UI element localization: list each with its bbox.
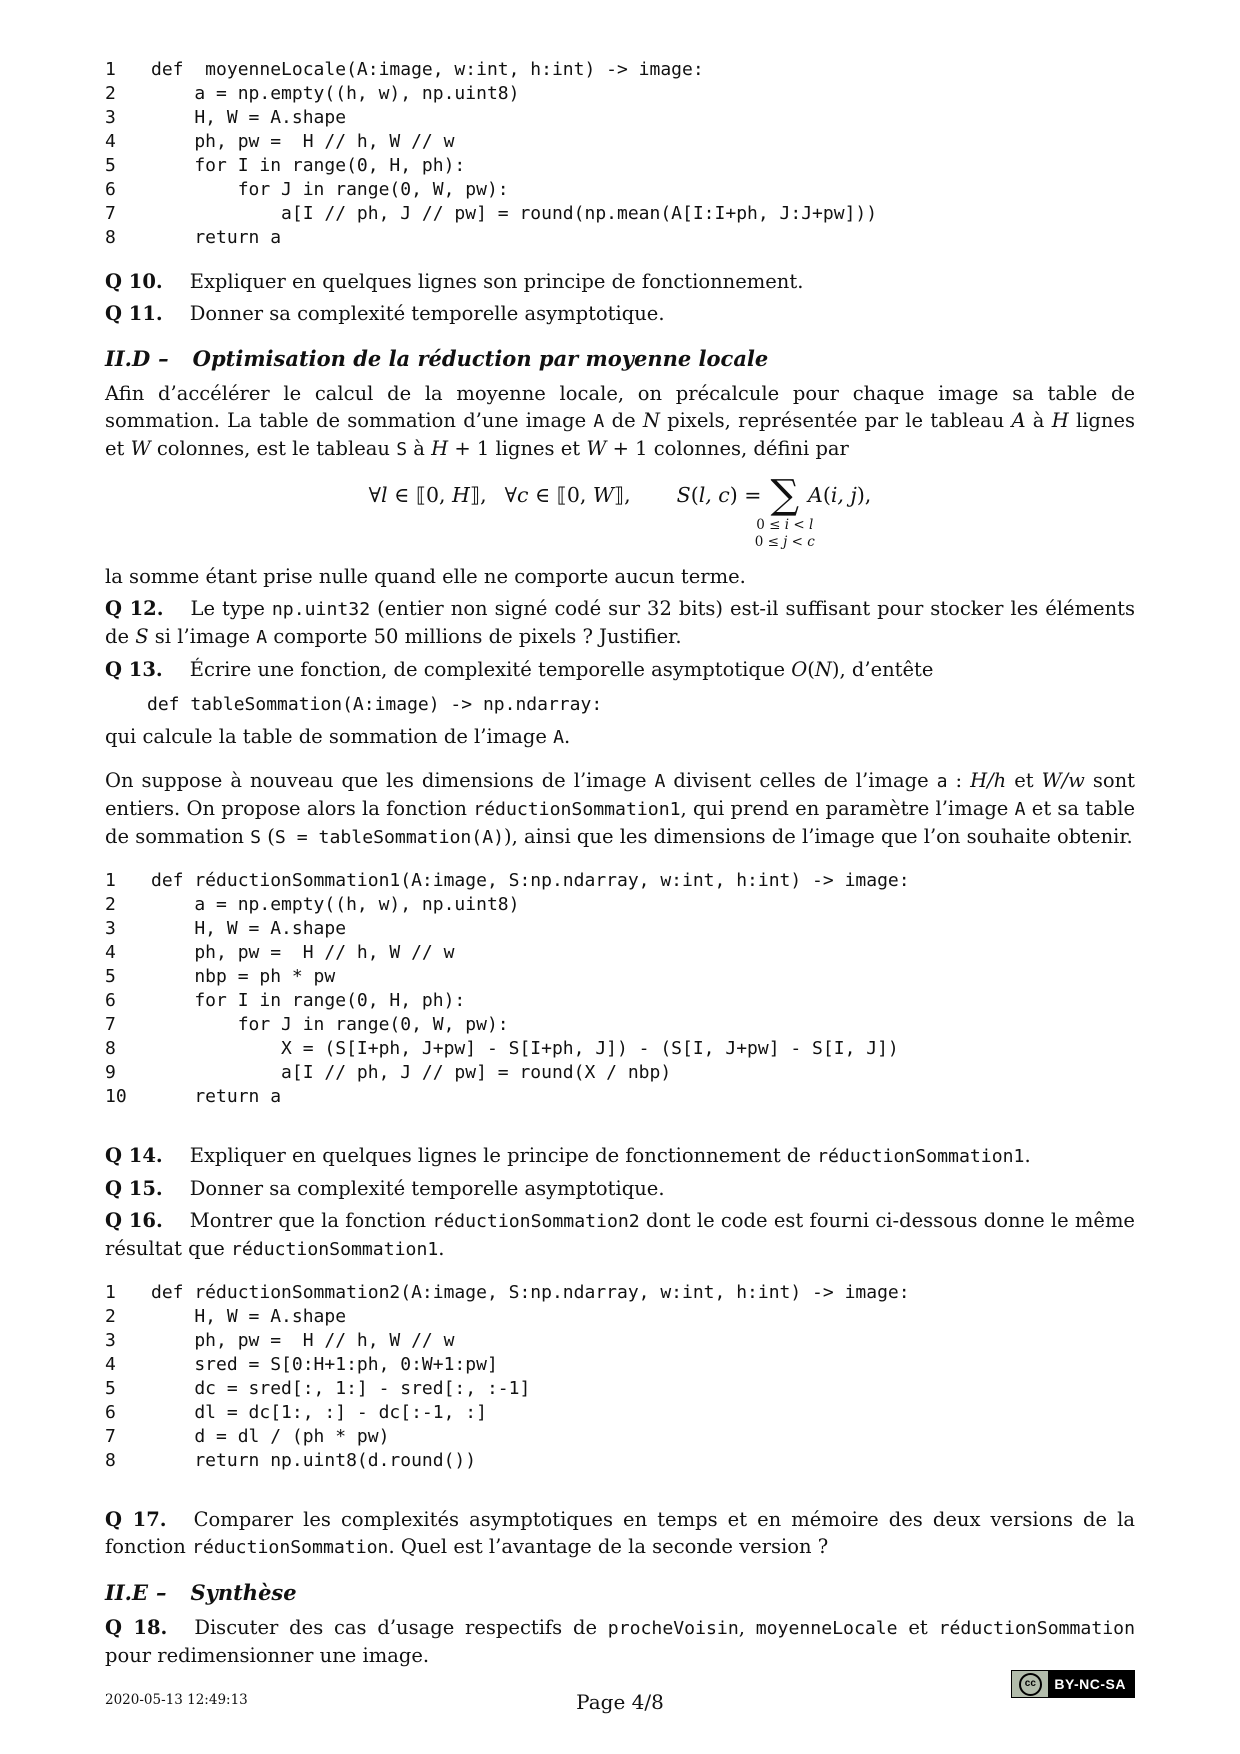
question-label: Q 13. [105, 658, 163, 681]
text-segment: < [787, 534, 808, 550]
question-10 [105, 268, 1135, 295]
text-segment: Donner sa complexité temporelle asymptotique. [189, 302, 665, 325]
text-segment: N [814, 658, 832, 681]
line-number: 7 [105, 1426, 116, 1447]
text-segment: + 1 lignes et [448, 437, 587, 460]
code-line [105, 941, 1135, 965]
section-dash: – [158, 346, 169, 371]
formula-summand [808, 482, 871, 509]
sum-limit-i [756, 517, 813, 534]
text-segment: , [738, 1616, 756, 1639]
question-label: Q 14. [105, 1144, 163, 1167]
text-segment: réductionSommation1 [230, 1239, 439, 1260]
code-line [105, 154, 1135, 178]
text-segment: réductionSommation [938, 1618, 1135, 1639]
code-text: def moyenneLocale(A:image, w:int, h:int) -> image: [151, 59, 704, 80]
text-segment: à [1025, 409, 1052, 432]
text-segment: a [936, 771, 948, 792]
text-segment: Écrire une fonction, de complexité temporelle asymptotique [189, 658, 792, 681]
code-line [105, 1329, 1135, 1353]
paragraph-somme-nulle [105, 563, 1135, 590]
vertical-spacer [105, 1127, 1135, 1137]
text-segment: ( [261, 825, 275, 848]
text-segment: l [808, 517, 814, 533]
text-segment: ) = [729, 482, 762, 507]
text-segment: A [1014, 799, 1026, 820]
text-segment: ⟧, [469, 482, 487, 507]
text-segment: Le type [190, 597, 272, 620]
line-number: 4 [105, 1354, 116, 1375]
text-segment: ∀ [504, 482, 517, 507]
question-11 [105, 300, 1135, 327]
question-text [105, 1616, 1135, 1667]
question-18 [105, 1614, 1135, 1669]
text-segment: pour redimensionner une image. [105, 1644, 430, 1667]
text-segment: ( [807, 658, 815, 681]
section-title: Synthèse [190, 1580, 297, 1605]
question-label: Q 10. [105, 270, 163, 293]
code-line [105, 202, 1135, 226]
cc-circle-glyph: cc [1019, 1673, 1042, 1696]
text-segment: ( [690, 482, 699, 507]
text-segment: divisent celles de l’image [665, 769, 937, 792]
text-segment: réductionSommation1 [473, 799, 681, 820]
line-number: 1 [105, 1282, 116, 1303]
text-segment: Donner sa complexité temporelle asymptotique. [189, 1177, 665, 1200]
code-text: return np.uint8(d.round()) [151, 1450, 477, 1471]
text-segment: H [431, 437, 449, 460]
question-label: Q 16. [105, 1209, 163, 1232]
text-segment: Afin d’accélérer le calcul de la moyenne locale, on précalcule pour chaque image sa table de sommation. La table de sommation d’une image [105, 382, 1135, 432]
text-segment: procheVoisin [607, 1618, 739, 1639]
code-line [105, 178, 1135, 202]
code-text: ph, pw = H // h, W // w [151, 131, 455, 152]
text-segment: S [396, 439, 408, 460]
text-segment: S = tableSommation(A) [274, 827, 505, 848]
paragraph-qui-calcule [105, 723, 1135, 751]
question-text [105, 1209, 1135, 1260]
text-segment: c [807, 534, 815, 550]
code-line [105, 869, 1135, 893]
text-segment: pixels, représentée par le tableau [659, 409, 1012, 432]
code-line [105, 130, 1135, 154]
code-line [105, 1037, 1135, 1061]
text-segment: O [791, 658, 808, 681]
code-line [105, 989, 1135, 1013]
code-text: d = dl / (ph * pw) [151, 1426, 390, 1447]
question-text [190, 302, 665, 325]
code-line [105, 1085, 1135, 1109]
line-number: 8 [105, 1450, 116, 1471]
question-label: Q 11. [105, 302, 163, 325]
question-16 [105, 1207, 1135, 1263]
section-dash: – [155, 1580, 167, 1605]
text-segment: + 1 colonnes, défini par [606, 437, 849, 460]
code-text: def réductionSommation2(A:image, S:np.ndarray, w:int, h:int) -> image: [151, 1282, 910, 1303]
text-segment: np.uint32 [271, 599, 371, 620]
code-line [105, 226, 1135, 250]
line-number: 6 [105, 990, 116, 1011]
section-heading-iid [105, 345, 1135, 372]
question-label: Q 12. [105, 597, 164, 620]
text-segment: , d’entête [839, 658, 934, 681]
code-line [105, 1013, 1135, 1037]
line-number: 3 [105, 107, 116, 128]
question-text [190, 1144, 1031, 1167]
text-segment: Montrer que la fonction [189, 1209, 433, 1232]
text-segment: j [783, 534, 788, 550]
question-text [190, 1177, 665, 1200]
text-segment: N [642, 409, 660, 432]
text-segment: A [1011, 409, 1026, 432]
text-segment: H [452, 482, 470, 507]
question-text [105, 1508, 1135, 1558]
sum-limit-j [755, 534, 815, 551]
code-text: for I in range(0, H, ph): [151, 155, 466, 176]
line-number: 2 [105, 1306, 116, 1327]
text-segment: si l’image [148, 625, 257, 648]
text-segment: sont entiers. On propose alors la fonction [105, 769, 1136, 820]
formula-forall-c [505, 482, 631, 509]
vertical-spacer [105, 751, 1135, 767]
code-text: for J in range(0, W, pw): [151, 1014, 509, 1035]
summation-formula [105, 472, 1135, 550]
text-segment: i [784, 517, 790, 533]
text-segment: A [256, 627, 268, 648]
text-segment: ( [822, 482, 831, 507]
text-segment: A [593, 411, 605, 432]
text-segment: i, j [830, 482, 857, 507]
text-segment: Comparer les complexités asymptotiques en temps et en mémoire des deux versions de la fonction [105, 1508, 1136, 1558]
vertical-spacer [105, 1491, 1135, 1501]
code-block-reduction-sommation-2 [105, 1281, 1135, 1473]
text-segment: ) [831, 658, 840, 681]
line-number: 5 [105, 966, 116, 987]
section-number: II.D [105, 346, 151, 371]
text-segment: . [1024, 1144, 1031, 1167]
question-15 [105, 1175, 1135, 1202]
code-line [105, 1353, 1135, 1377]
code-block-moyenne-locale [105, 58, 1135, 250]
text-segment: . [438, 1237, 445, 1260]
sum-limits [755, 517, 815, 551]
text-segment: Discuter des cas d’usage respectifs de [194, 1616, 608, 1639]
text-segment: A [553, 727, 564, 748]
text-segment: W/w [1041, 769, 1085, 792]
code-line [105, 58, 1135, 82]
text-segment: A [654, 771, 666, 792]
text-segment: Expliquer en quelques lignes son principe de fonctionnement. [189, 270, 804, 293]
code-text: a = np.empty((h, w), np.uint8) [151, 83, 520, 104]
text-segment: lignes et [105, 409, 1136, 460]
question-label: Q 15. [105, 1177, 163, 1200]
code-line [105, 1449, 1135, 1473]
text-segment: 0 ≤ [756, 517, 785, 533]
text-segment: moyenneLocale [755, 1618, 898, 1639]
page-number: Page 4/8 [576, 1690, 664, 1714]
code-line [105, 1425, 1135, 1449]
code-text: dl = dc[1:, :] - dc[:-1, :] [151, 1402, 487, 1423]
line-number: 9 [105, 1062, 116, 1083]
text-segment: ∈ ⟦0, [528, 482, 593, 507]
code-block-reduction-sommation-1 [105, 869, 1135, 1109]
text-segment: : [947, 769, 971, 792]
sum-operator [754, 472, 815, 550]
code-line [105, 1281, 1135, 1305]
text-segment: H/h [970, 769, 1007, 792]
text-segment: H [1051, 409, 1069, 432]
formula-s-definition [677, 482, 762, 509]
text-segment: ), [856, 482, 872, 507]
line-number: 1 [105, 59, 116, 80]
formula-forall-l [369, 482, 487, 509]
code-line [105, 1061, 1135, 1085]
text-segment: l [381, 482, 388, 507]
text-segment: Expliquer en quelques lignes le principe de fonctionnement de [189, 1144, 818, 1167]
section-title: Optimisation de la réduction par moyenne locale [192, 346, 769, 371]
text-segment: On suppose à nouveau que les dimensions de l’image [105, 769, 655, 792]
question-13 [105, 656, 1135, 683]
line-number: 7 [105, 203, 116, 224]
code-line [105, 1305, 1135, 1329]
code-text: ph, pw = H // h, W // w [151, 942, 455, 963]
code-header-table-sommation: def tableSommation(A:image) -> np.ndarray: [147, 694, 603, 715]
question-label: Q 17. [105, 1508, 167, 1531]
cc-icon [1012, 1671, 1048, 1697]
line-number: 5 [105, 1378, 116, 1399]
code-text: X = (S[I+ph, J+pw] - S[I+ph, J]) - (S[I, J+pw] - S[I, J]) [151, 1038, 899, 1059]
line-number: 1 [105, 870, 116, 891]
code-text: for J in range(0, W, pw): [151, 179, 509, 200]
text-segment: , qui prend en paramètre l’image [680, 797, 1015, 820]
code-text: a[I // ph, J // pw] = round(X / nbp) [151, 1062, 672, 1083]
line-number: 3 [105, 1330, 116, 1351]
line-number: 4 [105, 131, 116, 152]
code-text: dc = sred[:, 1:] - sred[:, :-1] [151, 1378, 531, 1399]
text-segment: dont le code est fourni ci-dessous donne le même résultat que [105, 1209, 1135, 1260]
text-segment: et sa table de sommation [105, 797, 1136, 848]
code-text: a[I // ph, J // pw] = round(np.mean(A[I:I+ph, J:J+pw])) [151, 203, 878, 224]
line-number: 5 [105, 155, 116, 176]
code-text: H, W = A.shape [151, 918, 347, 939]
code-text: H, W = A.shape [151, 1306, 347, 1327]
code-text: ph, pw = H // h, W // w [151, 1330, 455, 1351]
paragraph-on-suppose [105, 767, 1135, 851]
text-segment: réductionSommation1 [817, 1146, 1025, 1167]
question-14 [105, 1142, 1135, 1170]
line-number: 2 [105, 894, 116, 915]
code-line [105, 917, 1135, 941]
text-segment: c [516, 482, 529, 507]
text-segment: W [130, 437, 151, 460]
code-text: for I in range(0, H, ph): [151, 990, 466, 1011]
line-number: 8 [105, 1038, 116, 1059]
cc-license-label: BY-NC-SA [1048, 1671, 1134, 1697]
code-text: nbp = ph * pw [151, 966, 336, 987]
text-segment: et [1006, 769, 1042, 792]
code-text: a = np.empty((h, w), np.uint8) [151, 894, 520, 915]
question-text [190, 270, 804, 293]
text-segment: et [897, 1616, 939, 1639]
code-line [105, 893, 1135, 917]
text-segment: à [407, 437, 432, 460]
question-12 [105, 595, 1135, 651]
timestamp: 2020-05-13 12:49:13 [105, 1692, 248, 1708]
line-number: 4 [105, 942, 116, 963]
text-segment: . Quel est l’avantage de la seconde version ? [388, 1535, 829, 1558]
code-text: H, W = A.shape [151, 107, 347, 128]
question-text [105, 597, 1135, 648]
line-number: 6 [105, 1402, 116, 1423]
text-segment: W [586, 437, 607, 460]
text-segment: (entier non signé codé sur 32 bits) est-il suffisant pour stocker les éléments de [105, 597, 1136, 648]
code-text: return a [151, 1086, 282, 1107]
cc-license-badge [1011, 1670, 1135, 1698]
text-segment: ), ainsi que les dimensions de l’image que l’on souhaite obtenir. [504, 825, 1133, 848]
code-line [105, 106, 1135, 130]
code-line [105, 82, 1135, 106]
text-segment: qui calcule la table de sommation de l’image [105, 725, 554, 748]
code-line [105, 1401, 1135, 1425]
question-text [190, 658, 934, 681]
text-segment: S [676, 482, 691, 507]
section-heading-iie [105, 1579, 1135, 1606]
text-segment: réductionSommation2 [432, 1211, 640, 1232]
text-segment: 0 ≤ [754, 534, 784, 550]
line-number: 7 [105, 1014, 116, 1035]
text-segment: ∀ [368, 482, 382, 507]
line-number: 3 [105, 918, 116, 939]
text-segment: S [250, 827, 262, 848]
page-footer [105, 1676, 1135, 1716]
code-line [105, 965, 1135, 989]
text-segment: A [808, 482, 823, 507]
question-label: Q 18. [105, 1616, 168, 1639]
text-segment: colonnes, est le tableau [150, 437, 397, 460]
text-segment: . [564, 725, 571, 748]
question-17 [105, 1506, 1135, 1561]
line-number: 10 [105, 1086, 127, 1107]
code-line [105, 1377, 1135, 1401]
text-segment: ⟧, [613, 482, 631, 507]
line-number: 6 [105, 179, 116, 200]
text-segment: ∈ ⟦0, [387, 482, 453, 507]
text-segment: l, c [698, 482, 730, 507]
text-segment: S [135, 625, 149, 648]
code-text: def réductionSommation1(A:image, S:np.ndarray, w:int, h:int) -> image: [151, 870, 910, 891]
text-segment: réductionSommation [192, 1537, 389, 1558]
line-number: 2 [105, 83, 116, 104]
text-segment: W [592, 482, 614, 507]
text-segment: la somme étant prise nulle quand elle ne comporte aucun terme. [105, 565, 746, 588]
paragraph-intro-sommation [105, 380, 1135, 463]
code-text: return a [151, 227, 282, 248]
text-segment: comporte 50 millions de pixels ? Justifier. [267, 625, 682, 648]
code-text: sred = S[0:H+1:ph, 0:W+1:pw] [151, 1354, 498, 1375]
text-segment: < [789, 517, 809, 533]
line-number: 8 [105, 227, 116, 248]
sigma-symbol: ∑ [770, 472, 800, 518]
text-segment: de [604, 409, 643, 432]
section-number: II.E [105, 1580, 148, 1605]
